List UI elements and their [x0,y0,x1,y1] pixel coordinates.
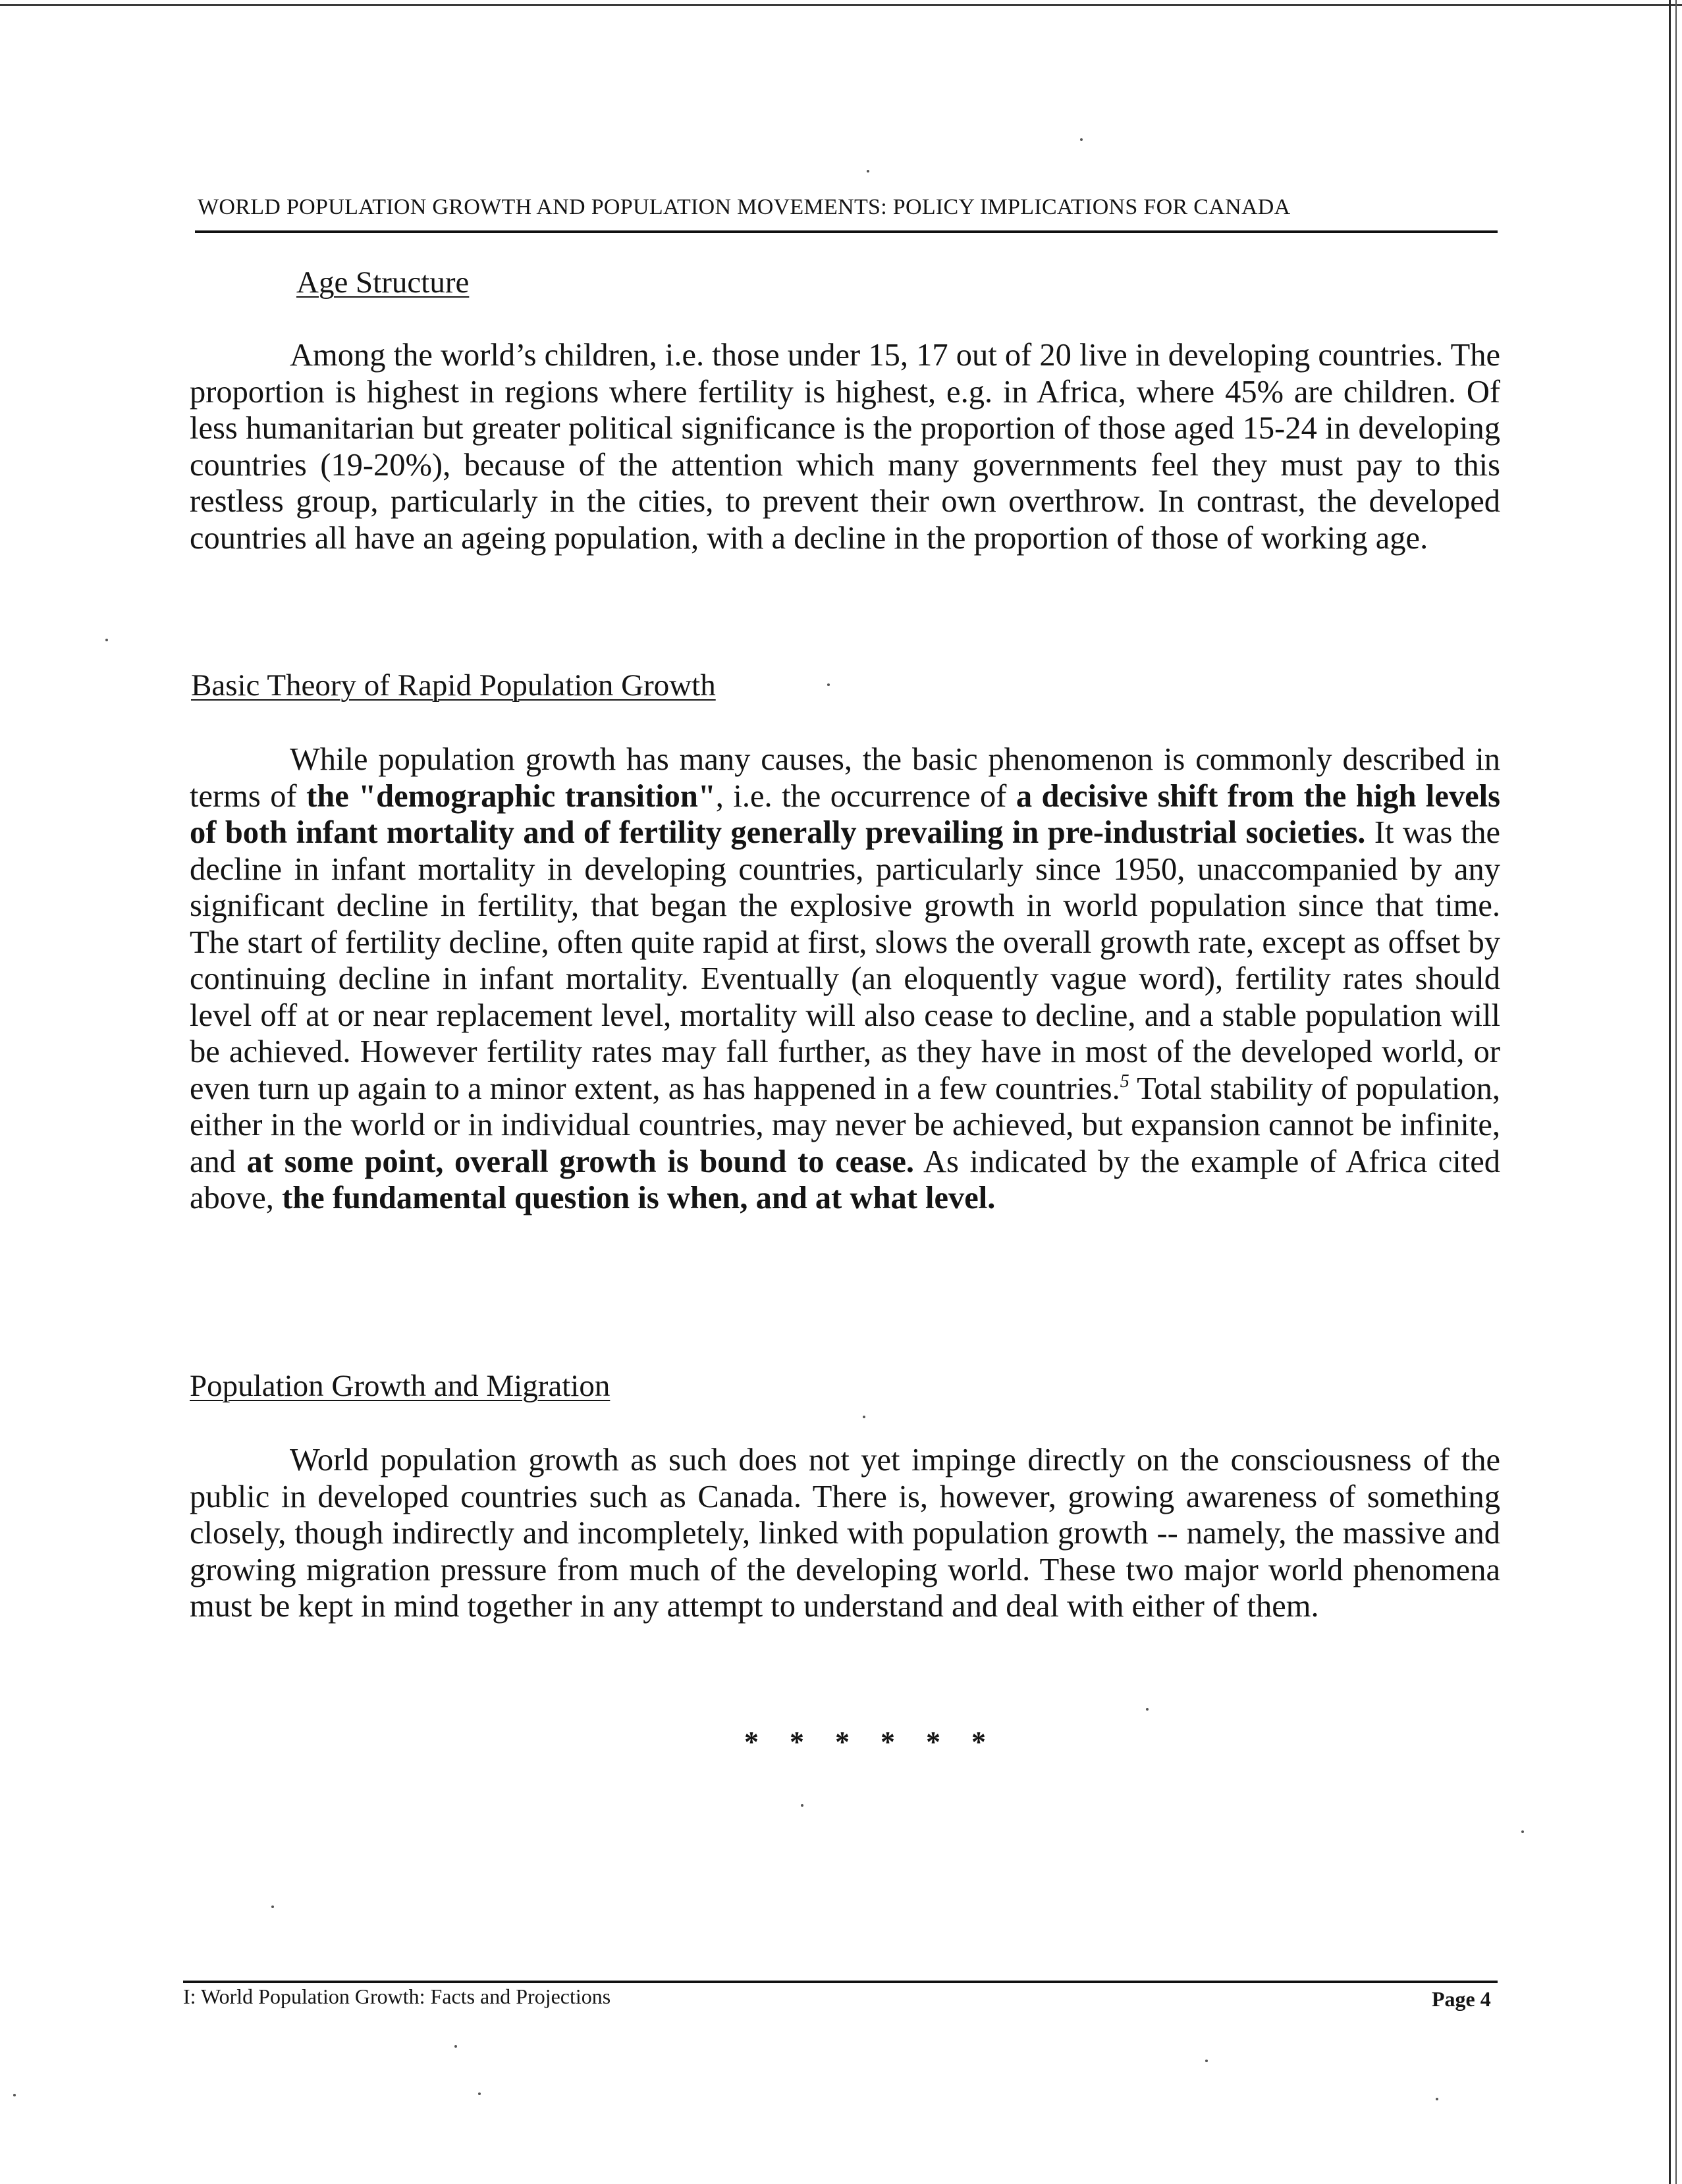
scan-speck [863,1416,865,1418]
bold-emphasis: the "demographic transition" [306,778,716,814]
section-separator: * * * * * * [744,1726,998,1758]
scan-speck [105,639,108,641]
scan-speck [1205,2060,1208,2062]
bold-emphasis: at some point, overall growth is bound to cease. [246,1144,914,1179]
footer-page-number: Page 4 [1432,1987,1491,2011]
footer-rule [183,1981,1498,1983]
scan-speck [1080,138,1083,141]
heading-basic-theory: Basic Theory of Rapid Population Growth [191,668,716,703]
text-run: While population growth has many causes, the basic phenomenon is commonly described in terms of [190,742,1500,814]
scan-speck [1146,1708,1149,1711]
scan-speck [867,170,869,173]
heading-population-migration: Population Growth and Migration [190,1369,610,1403]
paragraph-age-structure [190,337,1500,556]
scan-speck [801,1804,803,1807]
text-run: Total stability of population, either in the world or in individual countries, may never be achieved, but expansion cannot be infinite, and [190,1071,1500,1179]
footnote-marker: 5 [1120,1071,1129,1092]
paragraph-basic-theory [190,741,1500,1217]
text-run: , i.e. the occurrence of [715,778,1016,814]
paragraph-population-migration [190,1442,1500,1625]
scan-speck [827,683,830,686]
header-rule [195,230,1498,233]
scan-speck [13,2094,16,2096]
scan-speck [1521,1830,1524,1833]
scan-right-edge-inner [1675,0,1677,2184]
scan-top-edge [0,4,1682,6]
scan-speck [478,2092,481,2095]
bold-emphasis: the fundamental question is when, and at what level. [282,1181,996,1215]
text-run: Among the world’s children, i.e. those under 15, 17 out of 20 live in developing countries. The proportion is highest in regions where fertility is highest, e.g. in Africa, where 45% are children. Of less humanitarian but greater political significance is the proportion of those aged 15-24 in developing countries (19-20%), because of the attention which many governments feel they must pay to this restless group, particularly in the cities, to prevent their own overthrow. In contrast, the developed countries all have an ageing population, with a decline in the proportion of those of working age. [190,338,1500,556]
running-header: WORLD POPULATION GROWTH AND POPULATION MOVEMENTS: POLICY IMPLICATIONS FOR CANADA [198,195,1291,219]
scan-speck [271,1905,274,1908]
text-run: World population growth as such does not yet impinge directly on the consciousness of the public in developed countries such as Canada. There is, however, growing awareness of something closely, though indirectly and incompletely, linked with population growth -- namely, the massive and growing migration pressure from much of the developing world. These two major world phenomena must be kept in mind together in any attempt to understand and deal with either of them. [190,1443,1500,1624]
scan-speck [454,2045,457,2048]
heading-age-structure: Age Structure [296,265,470,300]
scan-right-edge [1669,0,1671,2184]
bold-emphasis: a decisive shift from the high levels of both infant mortality and of fertility generally prevailing in pre-industrial societies. [190,778,1501,850]
text-run: As indicated by the example of Africa cited above, [190,1144,1500,1215]
scan-speck [1436,2098,1438,2100]
footer-chapter-title: I: World Population Growth: Facts and Projections [183,1984,611,2008]
text-run: It was the decline in infant mortality in developing countries, particularly since 1950, unaccompanied by any significant decline in fertility, that began the explosive growth in world population since that time. The start of fertility decline, often quite rapid at first, slows the overall growth rate, except as offset by continuing decline in infant mortality. Eventually (an eloquently vague word), fertility rates should level off at or near replacement level, mortality will also cease to decline, and a stable population will be achieved. However fertility rates may fall further, as they have in most of the developed world, or even turn up again to a minor extent, as has happened in a few countries. [190,815,1500,1106]
